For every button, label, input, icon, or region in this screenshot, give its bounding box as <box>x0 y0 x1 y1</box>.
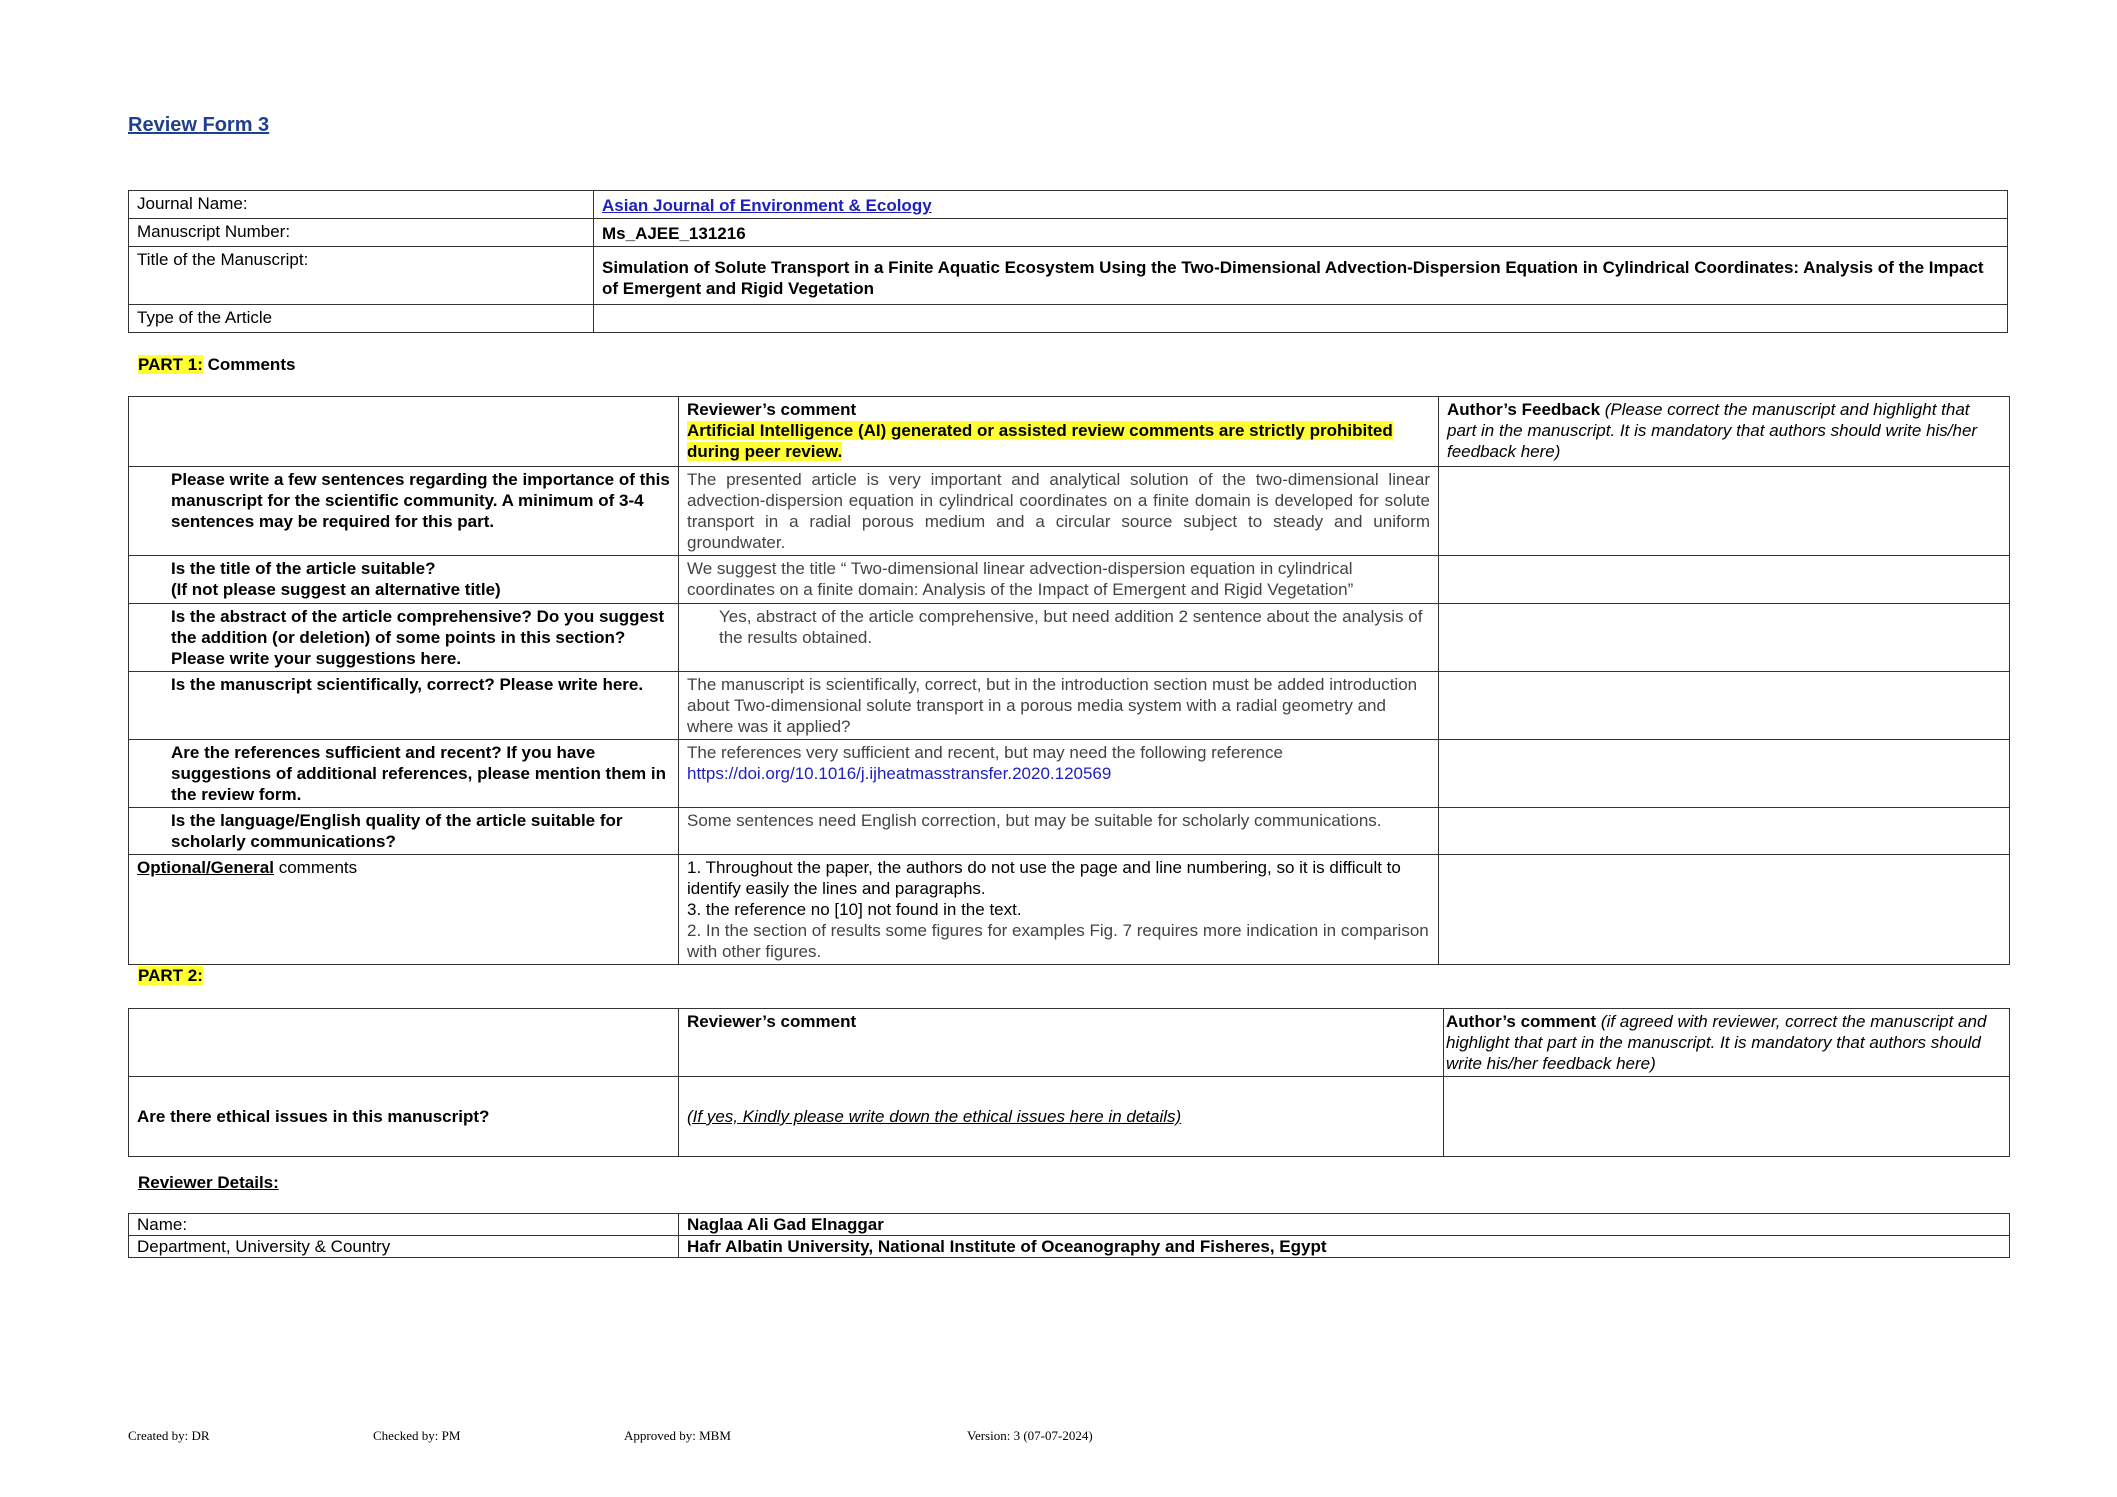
part2-author-note: (if agreed with reviewer, correct the manuscript and highlight that part in the manuscript. It is mandatory that authors should write his/her feedback here) <box>1446 1012 1987 1073</box>
optional-comment-line: 3. the reference no [10] not found in the text. <box>687 900 1022 919</box>
reviewer-details-table <box>128 1213 2010 1258</box>
form-title: Review Form 3 <box>128 114 270 136</box>
question-importance: Please write a few sentences regarding the importance of this manuscript for the scientific community. A minimum of 3-4 sentences may be required for this part. <box>129 467 679 556</box>
manuscript-number-value: Ms_AJEE_131216 <box>594 219 2008 247</box>
optional-label-bold: Optional/General <box>137 858 274 877</box>
table-row <box>129 604 2010 672</box>
manuscript-title-value: Simulation of Solute Transport in a Finite Aquatic Ecosystem Using the Two-Dimensional Advection-Dispersion Equation in Cylindrical Coordinates: Analysis of the Impact of Emergent and Rigid Vegetation <box>594 247 2008 305</box>
optional-label-rest: comments <box>273 858 358 877</box>
question-language: Is the language/English quality of the article suitable for scholarly communications? <box>129 808 679 855</box>
journal-label: Journal Name: <box>129 191 594 219</box>
question-title-line2: (If not please suggest an alternative title) <box>171 580 501 599</box>
table-row <box>129 1077 2010 1157</box>
reviewer-name-label: Name: <box>129 1214 679 1236</box>
feedback-scientific[interactable] <box>1439 672 2010 740</box>
comment-language: Some sentences need English correction, but may be suitable for scholarly communications. <box>679 808 1439 855</box>
table-row <box>129 740 2010 808</box>
part2-heading <box>138 966 203 986</box>
feedback-title[interactable] <box>1439 556 2010 604</box>
part1-header-author <box>1439 397 2010 467</box>
manuscript-number-label: Manuscript Number: <box>129 219 594 247</box>
part1-label: PART 1: <box>138 355 203 374</box>
footer-created: Created by: DR <box>128 1428 210 1443</box>
ethical-issues-feedback[interactable] <box>1444 1077 2010 1157</box>
comment-importance: The presented article is very important and analytical solution of the two-dimensional linear advection-dispersion equation in cylindrical coordinates on a finite domain is developed for solute transport in a radial porous medium and a circular source subject to steady and uniform groundwater. <box>679 467 1439 556</box>
reviewer-comment-heading: Reviewer’s comment <box>687 400 857 419</box>
part1-label-suffix: Comments <box>202 355 296 374</box>
part2-author-heading: Author’s comment <box>1446 1012 1597 1031</box>
footer-checked: Checked by: PM <box>373 1428 461 1443</box>
table-row <box>129 556 2010 604</box>
question-scientific: Is the manuscript scientifically, correct? Please write here. <box>129 672 679 740</box>
reviewer-name-value: Naglaa Ali Gad Elnaggar <box>679 1214 2010 1236</box>
part2-reviewer-heading: Reviewer’s comment <box>679 1009 1444 1077</box>
reviewer-dept-label: Department, University & Country <box>129 1236 679 1258</box>
table-row <box>129 672 2010 740</box>
comment-abstract: Yes, abstract of the article comprehensive, but need addition 2 sentence about the analysis of the results obtained. <box>679 604 1439 672</box>
ai-warning: Artificial Intelligence (AI) generated or assisted review comments are strictly prohibited during peer review. <box>687 421 1393 461</box>
manuscript-info-table <box>128 190 2008 333</box>
comment-title: We suggest the title “ Two-dimensional linear advection-dispersion equation in cylindrical coordinates on a finite domain: Analysis of the Impact of Emergent and Rigid Vegetation” <box>679 556 1439 604</box>
ethical-issues-comment: (If yes, Kindly please write down the ethical issues here in details) <box>679 1077 1444 1157</box>
reviewer-details-heading: Reviewer Details: <box>138 1173 279 1192</box>
question-title <box>129 556 679 604</box>
ethical-issues-question: Are there ethical issues in this manuscript? <box>129 1077 679 1157</box>
part1-heading <box>138 355 295 375</box>
comment-references <box>679 740 1439 808</box>
table-row <box>129 467 2010 556</box>
journal-link[interactable]: Asian Journal of Environment & Ecology <box>602 196 932 215</box>
article-type-value[interactable] <box>594 305 2008 333</box>
optional-comments <box>679 855 1439 965</box>
feedback-abstract[interactable] <box>1439 604 2010 672</box>
author-feedback-heading: Author’s Feedback <box>1447 400 1601 419</box>
comment-references-text: The references very sufficient and recent, but may need the following reference <box>687 743 1283 762</box>
part2-header-blank <box>129 1009 679 1077</box>
comment-scientific: The manuscript is scientifically, correct, but in the introduction section must be added introduction about Two-dimensional solute transport in a porous media system with a radial geometry and where was it applied? <box>679 672 1439 740</box>
reference-doi-link[interactable]: https://doi.org/10.1016/j.ijheatmasstransfer.2020.120569 <box>687 764 1112 783</box>
question-references: Are the references sufficient and recent? If you have suggestions of additional references, please mention them in the review form. <box>129 740 679 808</box>
optional-comments-label <box>129 855 679 965</box>
manuscript-title-label: Title of the Manuscript: <box>129 247 594 305</box>
feedback-importance[interactable] <box>1439 467 2010 556</box>
part1-comments-table <box>128 396 2010 965</box>
question-title-line1: Is the title of the article suitable? <box>171 559 436 578</box>
reviewer-dept-value: Hafr Albatin University, National Institute of Oceanography and Fisheres, Egypt <box>679 1236 2010 1258</box>
part2-ethics-table <box>128 1008 2010 1157</box>
question-abstract: Is the abstract of the article comprehensive? Do you suggest the addition (or deletion) of some points in this section? Please write your suggestions here. <box>129 604 679 672</box>
article-type-label: Type of the Article <box>129 305 594 333</box>
table-row <box>129 855 2010 965</box>
table-row <box>129 808 2010 855</box>
feedback-language[interactable] <box>1439 808 2010 855</box>
part1-header-reviewer <box>679 397 1439 467</box>
part1-header-blank <box>129 397 679 467</box>
part2-header-author <box>1444 1009 2010 1077</box>
feedback-optional[interactable] <box>1439 855 2010 965</box>
part2-label: PART 2: <box>138 966 203 985</box>
feedback-references[interactable] <box>1439 740 2010 808</box>
footer-version: Version: 3 (07-07-2024) <box>967 1428 1093 1443</box>
optional-comment-line: 2. In the section of results some figures for examples Fig. 7 requires more indication in comparison with other figures. <box>687 921 1429 961</box>
author-feedback-note: (Please correct the manuscript and highlight that part in the manuscript. It is mandatory that authors should write his/her feedback here) <box>1447 400 1978 461</box>
optional-comment-line: 1. Throughout the paper, the authors do not use the page and line numbering, so it is difficult to identify easily the lines and paragraphs. <box>687 858 1401 898</box>
footer-approved: Approved by: MBM <box>624 1428 731 1443</box>
